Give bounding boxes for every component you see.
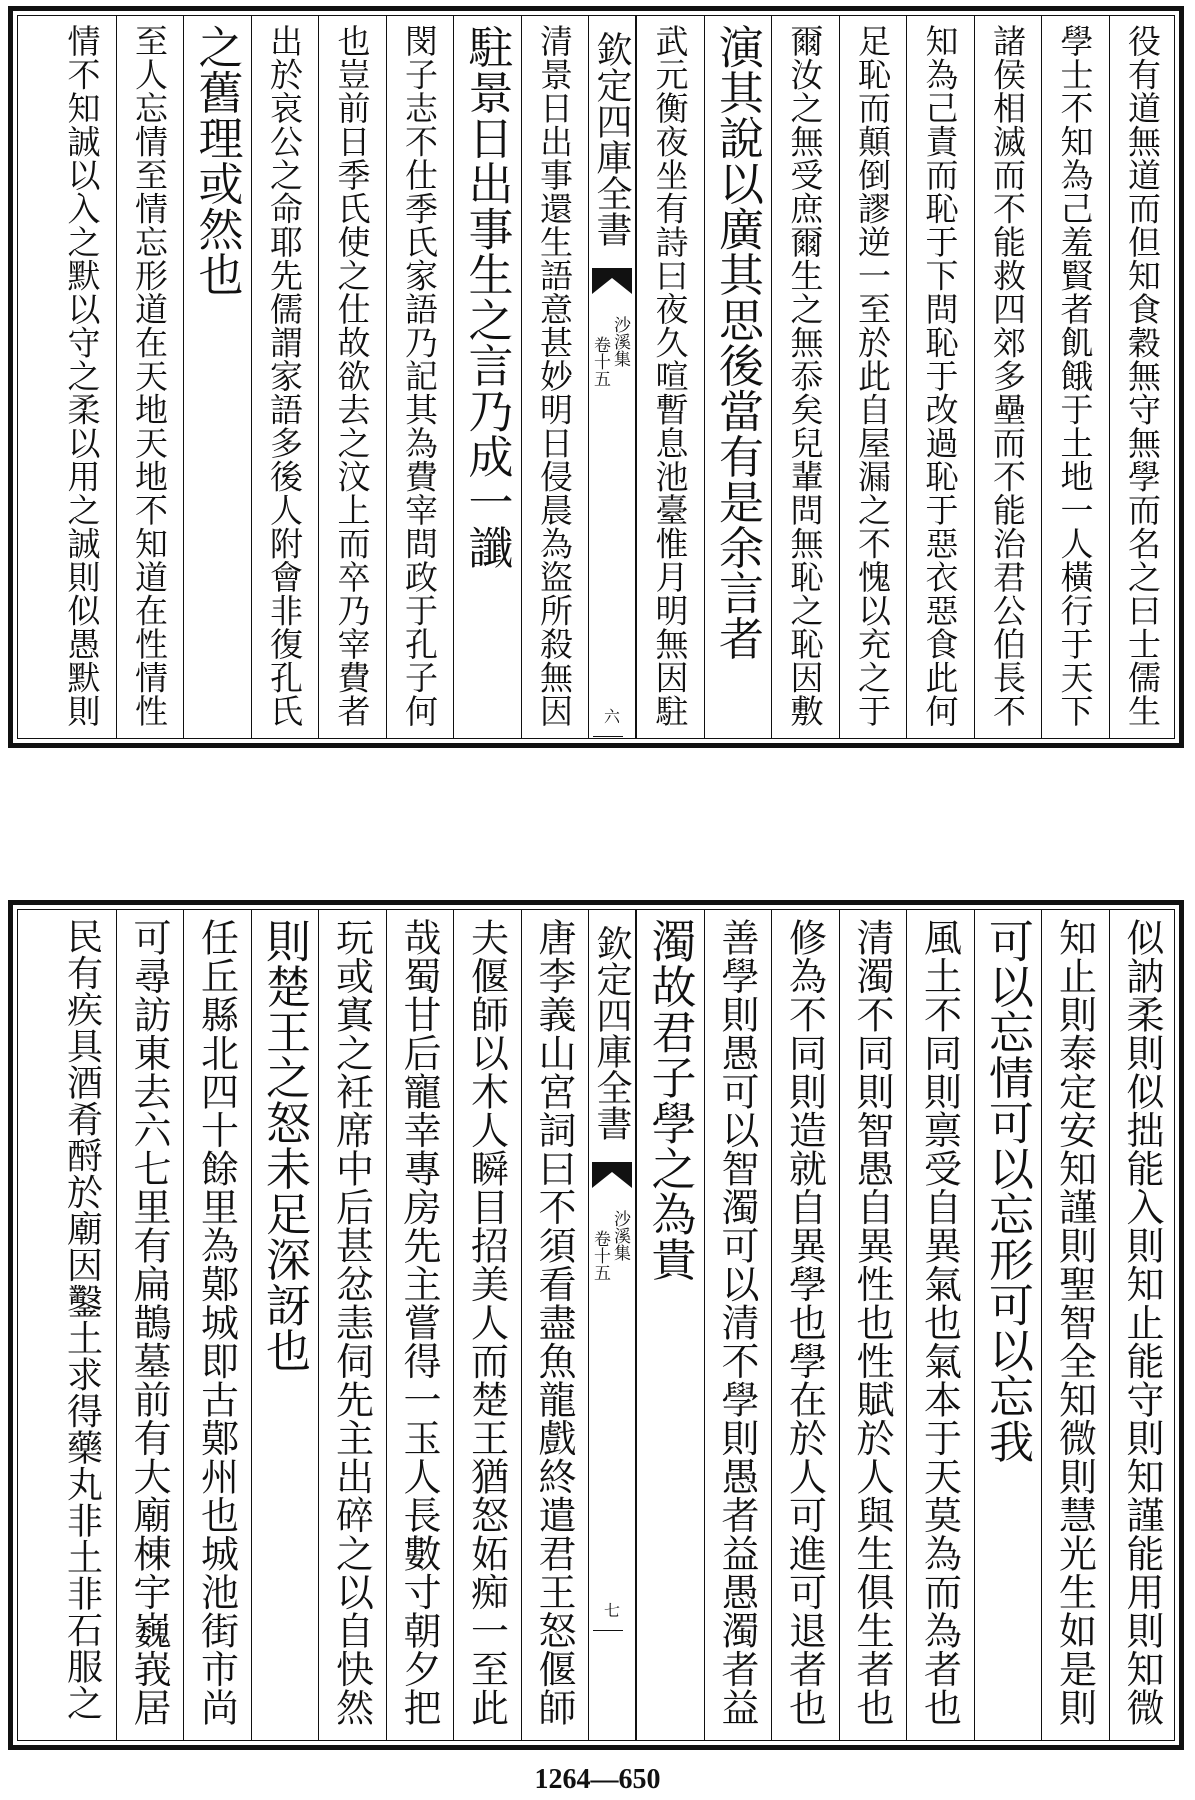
volume-number: 卷十五: [590, 336, 610, 387]
text-column: [318, 910, 386, 1740]
column-text: 似訥柔則似拙能入則知止能守則知謹能用則知微: [1120, 918, 1164, 1727]
column-text: 爾汝之無受庶爾生之無忝矣兒輩問無恥之恥因敷: [785, 24, 825, 728]
text-column: [453, 16, 521, 738]
column-text: 至人忘情至情忘形道在天地天地不知道在性情性: [130, 24, 169, 728]
column-text: 情不知誠以入之默以守之柔以用之誠則似愚默則: [62, 24, 102, 728]
leaf-number: 七: [603, 1601, 620, 1620]
text-column: [704, 16, 772, 738]
page-footer-number: 1264—650: [534, 1764, 661, 1795]
column-text: 濁故君子學之為貴: [643, 918, 697, 1282]
text-column: [48, 16, 116, 738]
column-text: 出於哀公之命耶先儒謂家語多後人附會非復孔氏: [265, 24, 304, 728]
column-text: 駐景日出事生之言乃成一讖: [460, 24, 514, 570]
fishtail-mark-icon: [592, 1162, 632, 1188]
column-text: 清景日出事還生語意甚妙明日侵晨為盜所殺無因: [535, 24, 574, 728]
fishtail-mark-icon: [592, 268, 632, 294]
text-column: [251, 910, 319, 1740]
text-column: [48, 910, 116, 1740]
text-column: [839, 910, 907, 1740]
text-column: [1109, 16, 1177, 738]
text-column: [116, 16, 184, 738]
text-column: [521, 16, 589, 738]
text-column: [906, 910, 974, 1740]
column-text: 善學則愚可以智濁可以清不學則愚者益愚濁者益: [715, 918, 759, 1727]
collection-title: 欽定四庫全書: [591, 925, 632, 1141]
upper-page-frame: [17, 15, 1175, 739]
column-text: 足恥而顛倒謬逆一至於此自屋漏之不愧以充之于: [853, 24, 892, 728]
column-text: 可尋訪東去六七里有扁鵲墓前有大廟棟宇巍峩居: [127, 918, 171, 1727]
column-text: 也豈前日季氏使之仕故欲去之汶上而卒乃宰費者: [332, 24, 372, 728]
leaf-number: 六: [603, 707, 620, 726]
column-text: 閔子志不仕季氏家語乃記其為費宰問政于孔子何: [400, 24, 439, 728]
column-text: 學士不知為己羞賢者飢餓于土地一人橫行于天下: [1055, 24, 1095, 728]
column-text: 夫偃師以木人瞬目招美人而楚王猶怒妬痴一至此: [464, 918, 509, 1727]
column-text: 演其說以廣其思後當有是余言者: [711, 24, 764, 661]
text-column: [771, 910, 839, 1740]
column-text: 知為己責而恥于下問恥于改過恥于惡衣惡食此何: [920, 24, 960, 728]
text-column: [521, 910, 589, 1740]
column-text: 民有疾具酒肴酹於廟因鑿土求得藥丸非土非石服之: [61, 918, 103, 1721]
text-column: [183, 910, 251, 1740]
book-name: 沙溪集: [610, 1210, 630, 1261]
book-name: 沙溪集: [610, 316, 630, 367]
column-text: 唐李義山宮詞曰不須看盡魚龍戲終遣君王怒偃師: [532, 918, 576, 1727]
text-column: [116, 910, 184, 1740]
text-column: [839, 16, 907, 738]
column-text: 風土不同則禀受自異氣也氣本于天莫為而為者也: [917, 918, 962, 1727]
text-column: [974, 16, 1042, 738]
leaf-rule: [593, 1630, 623, 1631]
column-text: 武元衡夜坐有詩曰夜久喧暫息池臺惟月明無因駐: [650, 24, 690, 728]
text-column: [318, 16, 386, 738]
text-column: [183, 16, 251, 738]
text-column: [636, 16, 704, 738]
leaf-rule: [593, 736, 623, 737]
text-column: [1109, 910, 1177, 1740]
text-column: [386, 910, 454, 1740]
column-text: 之舊理或然也: [190, 24, 244, 297]
column-text: 修為不同則造就自異學也學在於人可進可退者也: [782, 918, 827, 1727]
text-column: [974, 910, 1042, 1740]
text-column: [906, 16, 974, 738]
column-text: 任丘縣北四十餘里為鄚城即古鄚州也城池街市尚: [194, 918, 239, 1727]
column-text: 諸侯相滅而不能救四郊多壘而不能治君公伯長不: [988, 24, 1027, 728]
column-text: 役有道無道而但知食穀無守無學而名之曰士儒生: [1123, 24, 1162, 728]
text-column: [453, 910, 521, 1740]
text-column: [636, 910, 704, 1740]
column-text: 可以忘情可以忘形可以忘我: [981, 918, 1034, 1464]
center-fold-column: [588, 16, 636, 738]
text-column: [1041, 910, 1109, 1740]
upper-page: [8, 6, 1184, 748]
text-column: [386, 16, 454, 738]
lower-page-frame: [17, 909, 1175, 1741]
column-text: 玩或寘之衽席中后甚忿恚伺先主出碎之以自快然: [329, 918, 374, 1727]
center-fold-column: [588, 910, 636, 1740]
text-column: [251, 16, 319, 738]
collection-title: 欽定四庫全書: [591, 31, 632, 247]
volume-number: 卷十五: [590, 1230, 610, 1281]
lower-page: [8, 900, 1184, 1750]
text-column: [771, 16, 839, 738]
column-text: 知止則泰定安知謹則聖智全知微則慧光生如是則: [1052, 918, 1097, 1727]
column-text: 清濁不同則智愚自異性也性賦於人與生俱生者也: [850, 918, 894, 1727]
column-text: 哉蜀甘后寵幸專房先主嘗得一玉人長數寸朝夕把: [397, 918, 441, 1727]
column-text: 則楚王之怒未足深訝也: [258, 918, 311, 1373]
text-column: [1041, 16, 1109, 738]
text-column: [704, 910, 772, 1740]
